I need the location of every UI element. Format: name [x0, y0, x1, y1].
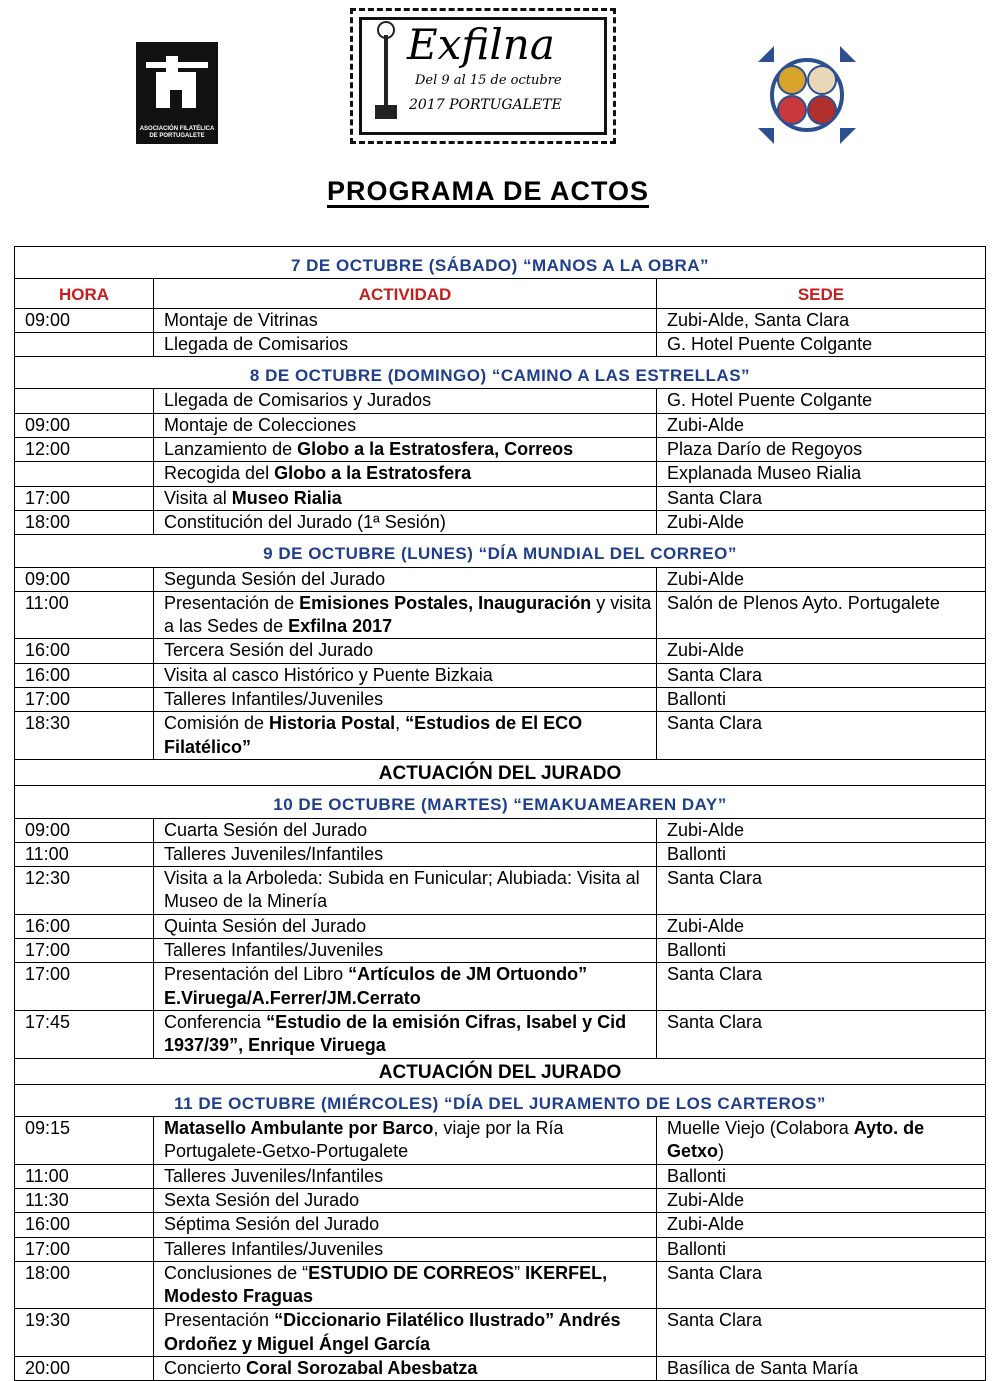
text: Santa Clara	[667, 868, 763, 889]
text: )	[718, 1141, 725, 1162]
event-time: 17:00	[15, 939, 154, 963]
event-venue	[657, 438, 986, 462]
event-activity	[154, 1164, 657, 1188]
event-row	[15, 663, 986, 687]
bold-text: Matasello Ambulante por Barco	[164, 1118, 434, 1139]
text: Santa Clara	[667, 1310, 763, 1331]
event-row	[15, 818, 986, 842]
event-row	[15, 1357, 986, 1381]
text: Segunda Sesión del Jurado	[164, 568, 386, 589]
text: Constitución del Jurado (1ª Sesión)	[164, 511, 446, 532]
text: Santa Clara	[667, 664, 763, 685]
bold-text: IKERFEL, Modesto Fraguas	[164, 1262, 608, 1307]
event-row	[15, 963, 986, 1011]
event-row	[15, 332, 986, 356]
event-time	[15, 389, 154, 413]
text: Visita al	[164, 487, 232, 508]
event-activity	[154, 486, 657, 510]
event-activity	[154, 842, 657, 866]
jury-action-label: ACTUACIÓN DEL JURADO	[15, 1058, 986, 1084]
event-activity	[154, 818, 657, 842]
jury-action-row	[15, 759, 986, 785]
text: Llegada de Comisarios	[164, 333, 349, 354]
day-title: 8 DE OCTUBRE (DOMINGO) “CAMINO A LAS ESTRELLAS”	[15, 357, 986, 389]
event-venue	[657, 1261, 986, 1309]
day-title: 7 DE OCTUBRE (SÁBADO) “MANOS A LA OBRA”	[15, 247, 986, 279]
event-activity	[154, 688, 657, 712]
text: Llegada de Comisarios y Jurados	[164, 390, 432, 411]
event-row	[15, 462, 986, 486]
text: Zubi-Alde	[667, 511, 745, 532]
text: Muelle Viejo (Colabora	[667, 1118, 854, 1139]
event-activity	[154, 663, 657, 687]
jury-action-label: ACTUACIÓN DEL JURADO	[15, 759, 986, 785]
text: Salón de Plenos Ayto. Portugalete	[667, 592, 940, 613]
event-time: 09:00	[15, 818, 154, 842]
event-activity	[154, 1117, 657, 1165]
text: Santa Clara	[667, 713, 763, 734]
event-venue	[657, 963, 986, 1011]
event-venue	[657, 332, 986, 356]
event-activity	[154, 591, 657, 639]
text: Zubi-Alde	[667, 640, 745, 661]
event-venue	[657, 1357, 986, 1381]
day-title: 10 DE OCTUBRE (MARTES) “EMAKUAMEAREN DAY”	[15, 786, 986, 818]
day-header-row	[15, 247, 986, 279]
event-activity	[154, 712, 657, 760]
event-time: 16:00	[15, 663, 154, 687]
bold-text: Exfilna 2017	[288, 616, 393, 637]
text: Presentación	[164, 1310, 275, 1331]
day-title: 11 DE OCTUBRE (MIÉRCOLES) “DÍA DEL JURAMENTO DE LOS CARTEROS”	[15, 1084, 986, 1116]
event-venue	[657, 308, 986, 332]
event-activity	[154, 308, 657, 332]
event-row	[15, 688, 986, 712]
text: Quinta Sesión del Jurado	[164, 915, 367, 936]
day-header-row	[15, 357, 986, 389]
event-venue	[657, 914, 986, 938]
bold-text: Historia Postal	[269, 713, 396, 734]
event-venue	[657, 688, 986, 712]
event-row	[15, 438, 986, 462]
event-activity	[154, 567, 657, 591]
event-activity	[154, 510, 657, 534]
text: Ballonti	[667, 689, 727, 710]
day-header-row	[15, 535, 986, 567]
event-activity	[154, 1213, 657, 1237]
sede-header: SEDE	[657, 279, 986, 308]
event-venue	[657, 413, 986, 437]
event-row	[15, 1117, 986, 1165]
event-activity	[154, 1309, 657, 1357]
event-activity	[154, 1010, 657, 1058]
event-time: 11:00	[15, 842, 154, 866]
event-time: 09:00	[15, 567, 154, 591]
day-header-row	[15, 786, 986, 818]
text: Cuarta Sesión del Jurado	[164, 819, 368, 840]
event-time: 17:00	[15, 1237, 154, 1261]
text: Zubi-Alde	[667, 915, 745, 936]
event-time: 11:00	[15, 1164, 154, 1188]
event-venue	[657, 712, 986, 760]
bold-text: Museo Rialia	[231, 487, 342, 508]
text: Presentación del Libro	[164, 964, 349, 985]
event-row	[15, 842, 986, 866]
event-venue	[657, 818, 986, 842]
text: Santa Clara	[667, 1011, 763, 1032]
text: Ballonti	[667, 940, 727, 961]
text: y visita a las Sedes de	[164, 592, 652, 637]
event-row	[15, 486, 986, 510]
text: Talleres Infantiles/Juveniles	[164, 1238, 384, 1259]
bold-text: “Artículos de JM Ortuondo” E.Viruega/A.Ferrer/JM.Cerrato	[164, 964, 588, 1008]
event-time: 17:00	[15, 688, 154, 712]
bold-text: Ayto. de Getxo	[667, 1118, 925, 1162]
event-venue	[657, 663, 986, 687]
event-activity	[154, 1188, 657, 1212]
event-time	[15, 462, 154, 486]
event-venue	[657, 567, 986, 591]
event-venue	[657, 389, 986, 413]
event-activity	[154, 939, 657, 963]
bold-text: “Estudios de El ECO Filatélico”	[164, 713, 583, 757]
text: Zubi-Alde	[667, 1214, 745, 1235]
text: Talleres Juveniles/Infantiles	[164, 843, 384, 864]
text: Zubi-Alde, Santa Clara	[667, 309, 850, 330]
event-venue	[657, 591, 986, 639]
event-venue	[657, 1117, 986, 1165]
street-lamp-icon	[375, 21, 397, 121]
event-venue	[657, 939, 986, 963]
event-row	[15, 1261, 986, 1309]
text: Ballonti	[667, 1165, 727, 1186]
event-time: 09:00	[15, 308, 154, 332]
event-row	[15, 1309, 986, 1357]
stamp-dates: Del 9 al 15 de octubre	[415, 73, 562, 88]
text: Santa Clara	[667, 964, 763, 985]
text: Conferencia	[164, 1011, 267, 1032]
event-activity	[154, 963, 657, 1011]
event-time: 19:30	[15, 1309, 154, 1357]
text: Basílica de Santa María	[667, 1358, 859, 1379]
day-title: 9 DE OCTUBRE (LUNES) “DÍA MUNDIAL DEL CORREO”	[15, 535, 986, 567]
bold-text: “Diccionario Filatélico Ilustrado” Andrés Ordoñez y Miguel Ángel García	[164, 1310, 621, 1354]
text: G. Hotel Puente Colgante	[667, 333, 873, 354]
day-header-row	[15, 1084, 986, 1116]
event-row	[15, 1188, 986, 1212]
text: Explanada Museo Rialia	[667, 463, 862, 484]
bold-text: Globo a la Estratosfera, Correos	[297, 439, 574, 460]
bold-text: ESTUDIO DE CORREOS	[308, 1262, 515, 1283]
text: Sexta Sesión del Jurado	[164, 1189, 360, 1210]
event-time: 18:00	[15, 1261, 154, 1309]
text: Visita al casco Histórico y Puente Bizkaia	[164, 664, 493, 685]
event-venue	[657, 1010, 986, 1058]
event-row	[15, 510, 986, 534]
hora-header: HORA	[15, 279, 154, 308]
event-time: 09:00	[15, 413, 154, 437]
event-venue	[657, 1188, 986, 1212]
event-time: 12:30	[15, 867, 154, 915]
program-table	[14, 246, 986, 1381]
event-row	[15, 867, 986, 915]
text: Ballonti	[667, 843, 727, 864]
text: ”	[514, 1262, 526, 1283]
text: Lanzamiento de	[164, 439, 298, 460]
event-time: 17:00	[15, 486, 154, 510]
event-venue	[657, 1213, 986, 1237]
event-time: 16:00	[15, 914, 154, 938]
event-activity	[154, 413, 657, 437]
event-venue	[657, 1309, 986, 1357]
event-time: 18:30	[15, 712, 154, 760]
event-venue	[657, 867, 986, 915]
text: Séptima Sesión del Jurado	[164, 1214, 380, 1235]
exfilna-stamp-logo	[350, 8, 616, 144]
text: Zubi-Alde	[667, 414, 745, 435]
event-row	[15, 413, 986, 437]
event-time: 11:30	[15, 1188, 154, 1212]
event-row	[15, 1164, 986, 1188]
event-row	[15, 639, 986, 663]
text: Montaje de Colecciones	[164, 414, 357, 435]
text: Montaje de Vitrinas	[164, 309, 318, 330]
event-venue	[657, 510, 986, 534]
event-time: 16:00	[15, 1213, 154, 1237]
event-row	[15, 939, 986, 963]
text: Santa Clara	[667, 487, 763, 508]
event-time: 16:00	[15, 639, 154, 663]
text: ,	[395, 713, 406, 734]
text: Zubi-Alde	[667, 819, 745, 840]
event-venue	[657, 1164, 986, 1188]
event-activity	[154, 1237, 657, 1261]
text: Concierto	[164, 1358, 247, 1379]
event-activity	[154, 1357, 657, 1381]
event-venue	[657, 1237, 986, 1261]
coat-of-arms-logo	[758, 46, 856, 144]
page-title: PROGRAMA DE ACTOS	[326, 176, 649, 206]
event-time: 20:00	[15, 1357, 154, 1381]
text: Talleres Infantiles/Juveniles	[164, 689, 384, 710]
event-row	[15, 914, 986, 938]
event-row	[15, 308, 986, 332]
event-row	[15, 1237, 986, 1261]
event-activity	[154, 1261, 657, 1309]
text: G. Hotel Puente Colgante	[667, 390, 873, 411]
event-row	[15, 591, 986, 639]
event-time: 09:15	[15, 1117, 154, 1165]
text: Zubi-Alde	[667, 568, 745, 589]
text: Comisión de	[164, 713, 270, 734]
event-activity	[154, 867, 657, 915]
bold-text: “Estudio de la emisión Cifras, Isabel y Cid 1937/39”, Enrique Viruega	[164, 1011, 627, 1056]
text: Conclusiones de “	[164, 1262, 309, 1283]
stamp-title: Exfilna	[407, 20, 555, 69]
column-header-row	[15, 279, 986, 308]
text: Visita a la Arboleda: Subida en Funicular; Alubiada: Visita al Museo de la Minería	[164, 868, 640, 912]
text: Zubi-Alde	[667, 1189, 745, 1210]
event-time: 18:00	[15, 510, 154, 534]
text: Santa Clara	[667, 1262, 763, 1283]
bold-text: Globo a la Estratosfera	[274, 463, 472, 484]
text: Talleres Infantiles/Juveniles	[164, 940, 384, 961]
event-row	[15, 567, 986, 591]
text: , viaje por la Ría Portugalete-Getxo-Portugalete	[164, 1118, 564, 1162]
text: Ballonti	[667, 1238, 727, 1259]
asociacion-filatelica-logo	[136, 42, 218, 144]
event-time	[15, 332, 154, 356]
event-row	[15, 712, 986, 760]
event-venue	[657, 842, 986, 866]
event-time: 17:45	[15, 1010, 154, 1058]
event-activity	[154, 639, 657, 663]
text: Presentación de	[164, 592, 300, 613]
actividad-header: ACTIVIDAD	[154, 279, 657, 308]
text: Tercera Sesión del Jurado	[164, 640, 374, 661]
page-header	[0, 0, 1000, 180]
jury-action-row	[15, 1058, 986, 1084]
event-time: 11:00	[15, 591, 154, 639]
event-activity	[154, 462, 657, 486]
text: Talleres Juveniles/Infantiles	[164, 1165, 384, 1186]
event-activity	[154, 438, 657, 462]
text: Plaza Darío de Regoyos	[667, 439, 863, 460]
event-venue	[657, 639, 986, 663]
event-activity	[154, 389, 657, 413]
event-venue	[657, 486, 986, 510]
bold-text: Emisiones Postales, Inauguración	[299, 592, 592, 613]
logo-caption: ASOCIACIÓN FILATÉLICA DE PORTUGALETE	[139, 126, 215, 139]
event-venue	[657, 462, 986, 486]
event-time: 17:00	[15, 963, 154, 1011]
event-row	[15, 1213, 986, 1237]
event-row	[15, 1010, 986, 1058]
event-row	[15, 389, 986, 413]
event-activity	[154, 332, 657, 356]
event-time: 12:00	[15, 438, 154, 462]
bold-text: Coral Sorozabal Abesbatza	[246, 1358, 478, 1379]
text: Recogida del	[164, 463, 275, 484]
stamp-year-place: 2017 PORTUGALETE	[409, 97, 562, 113]
event-activity	[154, 914, 657, 938]
